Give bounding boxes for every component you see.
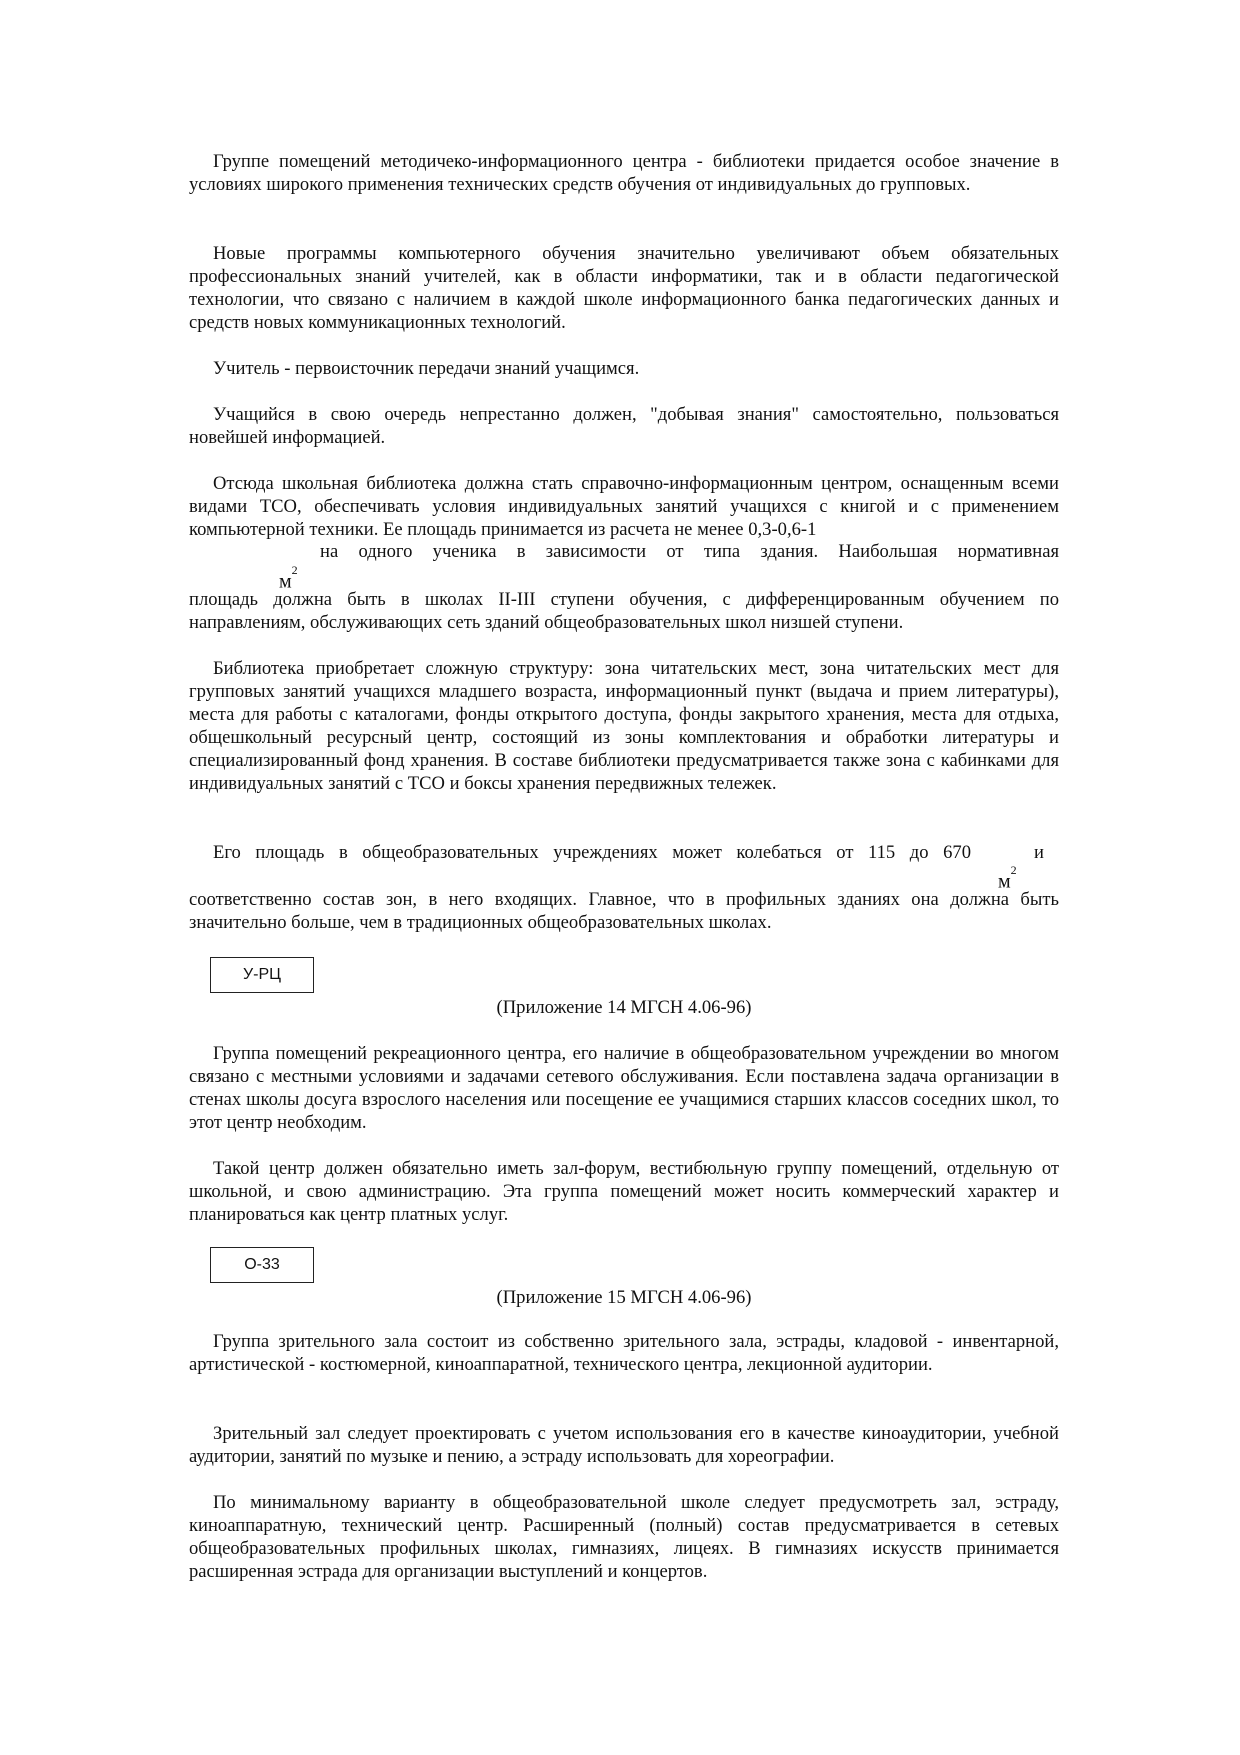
- area-norm-text: на одного ученика в зависимости от типа здания. Наибольшая нормативная: [320, 541, 1059, 562]
- paragraph-minimum-variant: По минимальному варианту в общеобразовательной школе следует предусмотреть зал, эстраду, киноаппаратную, технический центр. Расширенный (полный) состав предусматривается в сетевых общеобразовательных профильных школах, гимназиях, лицеях. В гимназиях искусств принимается расширенная эстрада для организации выступлений и концертов.: [189, 1492, 1059, 1582]
- paragraph-recreation: Группа помещений рекреационного центра, его наличие в общеобразовательном учреждении во многом связано с местными условиями и задачами сетевого обслуживания. Если поставлена задача организации в стенах школы досуга взрослого населения или посещение ее учащимися старших классов соседних школ, то этот центр необходим.: [189, 1043, 1059, 1133]
- paragraph-intro: Группе помещений методичеко-информационного центра - библиотеки придается особое значение в условиях широкого применения технических средств обучения от индивидуальных до групповых.: [189, 151, 1059, 195]
- paragraph-library-area: площадь должна быть в школах II-III ступени обучения, с дифференцированным обучением по направлениям, обслуживающих сеть зданий общеобразовательных школ низшей ступени.: [189, 589, 1059, 633]
- area-range-line: Его площадь в общеобразовательных учреждениях может колебаться от 115 до 670: [213, 842, 971, 863]
- paragraph-student: Учащийся в свою очередь непрестанно должен, "добывая знания" самостоятельно, пользоваться новейшей информацией.: [189, 404, 1059, 448]
- code-box-urc: У-РЦ: [210, 957, 314, 993]
- paragraph-library: Отсюда школьная библиотека должна стать справочно-информационным центром, оснащенным всеми видами ТСО, обеспечивать условия индивидуальных занятий учащихся с книгой и с применением компьютерной техники. Ее площадь принимается из расчета не менее 0,3-0,6-1: [189, 473, 1059, 540]
- unit-square-meter: $м^2$: [279, 563, 298, 593]
- paragraph-auditorium-group: Группа зрительного зала состоит из собственно зрительного зала, эстрады, кладовой - инвентарной, артистической - костюмерной, киноаппаратной, технического центра, лекционной аудитории.: [189, 1331, 1059, 1375]
- reference-appendix-14: (Приложение 14 МГСН 4.06-96): [496, 997, 752, 1018]
- area-norm-line: [320, 540, 1059, 563]
- paragraph-zones: соответственно состав зон, в него входящих. Главное, что в профильных зданиях она должна быть значительно больше, чем в традиционных общеобразовательных школах.: [189, 889, 1059, 933]
- unit-square-meter-2: $м^2$: [998, 863, 1017, 893]
- paragraph-auditorium-design: Зрительный зал следует проектировать с учетом использования его в качестве киноаудитории, учебной аудитории, занятий по музыке и пению, а эстраду использовать для хореографии.: [189, 1423, 1059, 1467]
- paragraph-structure: Библиотека приобретает сложную структуру: зона читательских мест, зона читательских мест для групповых занятий учащихся младшего возраста, информационный пункт (выдача и прием литературы), места для работы с каталогами, фонды открытого доступа, фонды закрытого хранения, места для отдыха, общешкольный ресурсный центр, состоящий из зоны комплектования и обработки литературы и специализированный фонд хранения. В составе библиотеки предусматривается также зона с кабинками для индивидуальных занятий с ТСО и боксы хранения передвижных тележек.: [189, 658, 1059, 794]
- paragraph-teacher: Учитель - первоисточник передачи знаний учащимся.: [213, 358, 640, 379]
- area-range-and: и: [1034, 842, 1044, 863]
- paragraph-programs: Новые программы компьютерного обучения значительно увеличивают объем обязательных профессиональных знаний учителей, как в области информатики, так и в области педагогической технологии, что связано с наличием в каждой школе информационного банка педагогических данных и средств новых коммуникационных технологий.: [189, 243, 1059, 333]
- paragraph-forum: Такой центр должен обязательно иметь зал-форум, вестибюльную группу помещений, отдельную от школьной, и свою администрацию. Эта группа помещений может носить коммерческий характер и планироваться как центр платных услуг.: [189, 1158, 1059, 1225]
- code-box-o33: О-33: [210, 1247, 314, 1283]
- reference-appendix-15: (Приложение 15 МГСН 4.06-96): [496, 1287, 752, 1308]
